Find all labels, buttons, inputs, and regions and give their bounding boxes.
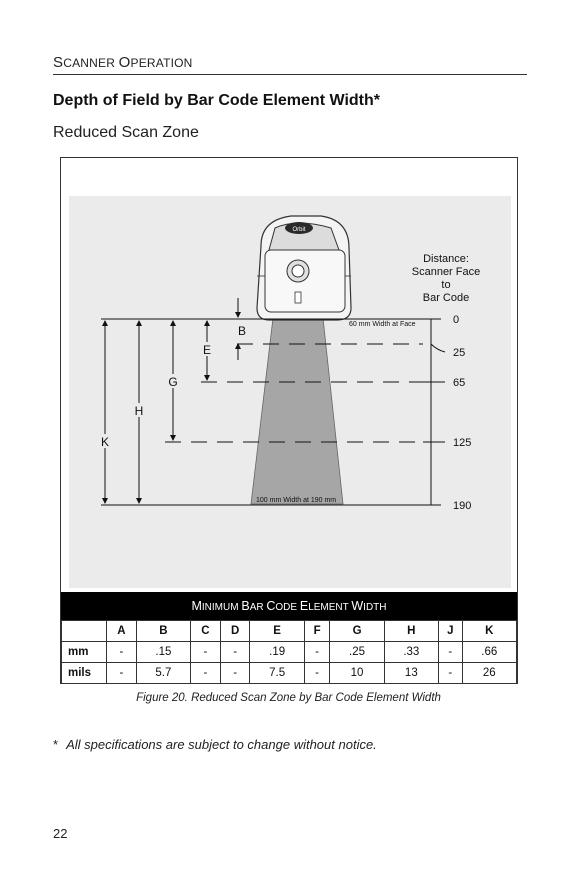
table-cell: .15 (136, 642, 190, 663)
range-letter-e: E (202, 343, 212, 357)
distance-mark-25: 25 (453, 347, 466, 359)
section-header-initial: O (118, 54, 131, 71)
section-header-initial: S (53, 54, 64, 71)
section-header-rest: CANNER (63, 56, 119, 70)
column-header: J (438, 621, 462, 642)
distance-title-line: Distance: (423, 253, 469, 265)
section-header (53, 54, 193, 71)
table-cell: .33 (384, 642, 438, 663)
table-cell: 10 (330, 663, 384, 684)
table-cell: - (220, 663, 250, 684)
footnote-marker: * (53, 737, 59, 752)
banner-rest: ODE (275, 602, 300, 613)
banner-initial: B (241, 599, 250, 613)
column-header: E (250, 621, 304, 642)
range-letter-k: K (100, 435, 110, 449)
banner-rest: INIMUM (201, 602, 242, 613)
distance-title-line: to (441, 279, 451, 291)
scanner-indicator (295, 292, 301, 303)
table-cell: .66 (462, 642, 516, 663)
distance-title-line: Scanner Face (411, 266, 481, 278)
column-header: B (136, 621, 190, 642)
page-subtitle: Reduced Scan Zone (53, 124, 199, 141)
distance-mark-0: 0 (453, 314, 460, 326)
table-cell: - (438, 642, 462, 663)
distance-mark-190: 190 (453, 500, 472, 512)
header-divider (53, 74, 527, 75)
figure-box (60, 157, 518, 684)
banner-rest: AR (249, 602, 267, 613)
table-cell: - (304, 663, 330, 684)
table-cell: 13 (384, 663, 438, 684)
table-corner-cell (62, 621, 107, 642)
distance-title-line: Bar Code (422, 292, 470, 304)
table-cell: - (191, 642, 221, 663)
table-cell: - (220, 642, 250, 663)
column-header: A (107, 621, 137, 642)
distance-mark-125: 125 (453, 437, 472, 449)
table-row (62, 663, 517, 684)
banner-initial: E (299, 599, 309, 613)
footnote-text: All specifications are subject to change without notice. (66, 737, 377, 752)
table-cell: - (107, 642, 137, 663)
range-letter-g: G (168, 375, 178, 389)
banner-rest: LEMENT (308, 602, 352, 613)
table-cell: - (304, 642, 330, 663)
section-header-rest: PERATION (130, 56, 193, 70)
column-header: G (330, 621, 384, 642)
distance-mark-65: 65 (453, 377, 466, 389)
banner-initial: M (191, 599, 202, 613)
table-cell: 5.7 (136, 663, 190, 684)
column-header: D (220, 621, 250, 642)
range-letter-b: B (238, 324, 247, 338)
element-width-table (61, 620, 517, 684)
figure-caption: Figure 20. Reduced Scan Zone by Bar Code Element Width (136, 692, 441, 704)
table-row (62, 642, 517, 663)
banner-initial: W (351, 599, 364, 613)
banner-initial: C (266, 599, 276, 613)
page-title: Depth of Field by Bar Code Element Width* (53, 92, 380, 109)
beam-bottom-label: 100 mm Width at 190 mm (256, 497, 337, 504)
depth-of-field-diagram (61, 158, 519, 592)
table-cell: .25 (330, 642, 384, 663)
row-label: mils (62, 663, 107, 684)
column-header: C (191, 621, 221, 642)
column-header: K (462, 621, 516, 642)
footnote (53, 737, 377, 752)
table-cell: .19 (250, 642, 304, 663)
range-letter-h: H (134, 404, 144, 418)
column-header: H (384, 621, 438, 642)
row-label: mm (62, 642, 107, 663)
table-header-row (62, 621, 517, 642)
column-header: F (304, 621, 330, 642)
table-banner (61, 592, 517, 620)
table-cell: - (438, 663, 462, 684)
table-cell: 7.5 (250, 663, 304, 684)
scanner-logo: Orbit (292, 227, 306, 233)
table-cell: - (191, 663, 221, 684)
scanner-illustration (257, 216, 351, 320)
banner-rest: IDTH (363, 602, 387, 613)
beam-top-label: 60 mm Width at Face (349, 321, 416, 328)
table-cell: 26 (462, 663, 516, 684)
table-cell: - (107, 663, 137, 684)
page-number: 22 (53, 826, 68, 841)
